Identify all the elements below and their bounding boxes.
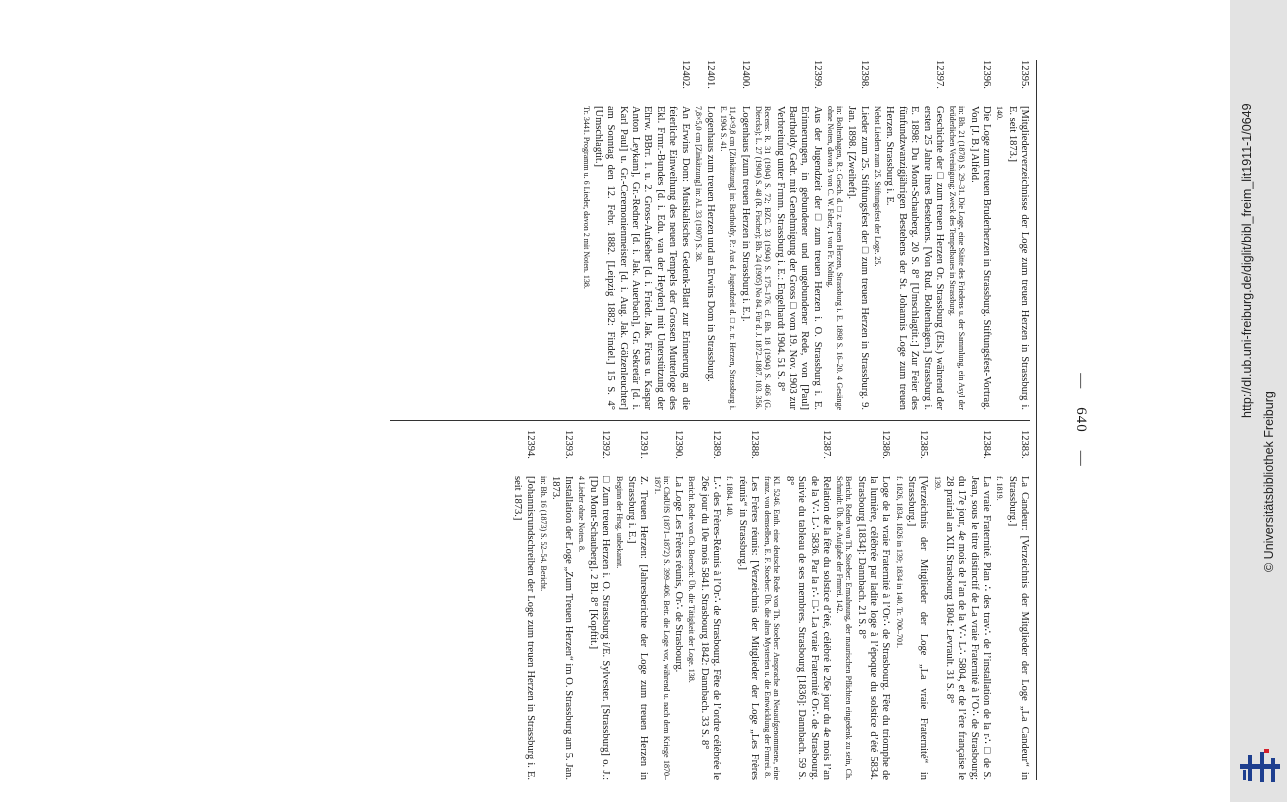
entry-body [719,106,751,410]
bibliography-entry [687,430,722,780]
entry-text: Lieder zum 25. Stiftungsfest der □ zum treuen Herzen in Strassburg. 9. Jan. 1898. [Zweiheft]. [846,106,870,410]
entry-text: La vraie Fraternité. Plan ∴ des trav∴ de l’installation de la r∴ □ de S. Jean, sous le titre distinctif de La vraie Fraternité à l’O∴ de Strasbourg; du 17e jour, 4e mois de l’an de la V∴ L∴ 5804, et de l’ère française le 28 prairial an XII. Strasbourg 1804: Levrault. 31 S. 8° [943,476,993,780]
entry-text: [Johannisrundschreiben der Loge zum treuen Herzen in Strassburg i. E. seit 1873.] [512,476,536,780]
entry-body [763,476,832,780]
bibliography-entry [873,60,945,410]
entry-number: 12398. [858,60,870,89]
page-header [1062,60,1100,780]
entry-body [539,476,574,780]
library-logo-icon [1238,746,1282,786]
entry-note: Beginn der Hrsg. unbekannt. [614,476,624,569]
header-dash-right: — [1073,450,1090,467]
entry-note: in: ChdUfS (1871–1872) S. 399–406. Betr. die Loge vor, während u. nach dem Kriege 1870–1871. [652,476,671,780]
bibliography-entry [948,60,992,410]
entry-text: La Candeur: [Verzeichnis der Mitglieder der Loge „La Candeur“ in Strassburg.] [1006,476,1030,780]
entry-text: Z. Treuen Herzen: [Jahresberichte der Loge zum treuen Herzen in Strassburg i. E.] [626,476,650,780]
entry-text: [Mitgliederverzeichnisse der Loge zum treuen Herzen in Strassburg i. E. seit 1873.] [1006,106,1030,410]
entry-text: An Erwins Dom: Musikalisches Gedenk-Blatt zur Erinnerung an die feierliche Einweihung des neuen Tempels der Grossen Mutterloge des Ekl. Frmr.-Bundes [d. i. Edu. van der Heyden] mit Unterstützung der Ehrw. BBrr. 1. u. 2. Gross-Aufseher [d. i. Friedr. Jak. Ficus u. Kaspar Anton Leykam], Gr.-Redner [d. i. Jak. Auerbach], Gr. Sekretär [d. i. Karl Paul] u. Gr.-Ceremonienmeister [d. i. Aug. Jak. Gölzenleuchter] am Sonntag den 12. Febr. 1882. [Leipzig 1882: Findel.] 15 S. 4° [Umschlagtit.] [592,106,691,410]
entry-number: 12397. [933,60,945,89]
entry-body [652,476,684,780]
bibliography-entry [577,430,612,780]
bibliography-entry [719,60,751,410]
entry-body [894,476,929,780]
entry-number: 12401. [705,60,717,89]
entry-note: 140. [995,106,1005,120]
entry-note: f. 1819. [995,476,1005,501]
bibliography-entry [932,430,992,780]
entry-note: f. 1826, 1834. 1826 in 139; 1834 in 140. Tr. 700–701. [894,476,904,649]
entry-number: 12393. [562,430,574,459]
entry-text: La Loge Les Frères réunis, Or∴ de Strasbourg. [673,476,685,673]
entry-body [511,476,536,780]
entry-text: Relation de la fête du solstice d’été, célébré le 26e jour du 4e mois l’an de la V∴ L∴ 5836. Par la r∴ □∴ La vraie Fraternité Or∴ de Strasbourg. Suivie du tableau de ses membres. Strasbourg [1836]: Dannbach. 59 S. 8° [783,476,832,780]
entry-note: 11,4×9,8 cm [Zinkätzung] in: Bartholdy, P.: Aus d. Jugendzeit d. □ z. tr. Herzen, Strassburg i. E. 1904 S. 41. [719,106,738,410]
entry-body [577,476,612,780]
bibliography-entry [835,430,892,780]
entry-text: L∴ des Frères-Réunis à l’Or∴ de Strasbourg. Fête de l’ordre célébrée le 26e jour du 10e mois 5841. Strasbourg 1842: Dannbach. 33 S. 8° [698,476,723,780]
entry-note: 7,8×5,0 cm [Zinkätzung] in: Al. 33 (1907) S. 38. [693,106,703,262]
bibliography-entry [995,60,1030,410]
entry-body [995,476,1030,780]
entry-note: Kl. 5246. Enth. eine deutsche Rede von Th. Stoeber: Ansprache an Neuaufgenommene, eine franz. von demselben, E. F. Stoeber: Üb. die alten Mysterien u. die Entwicklung der Frmrei. 8. [763,476,782,780]
entry-note: in: Bh. 16 (1873) S. 52–54. Bericht. [538,476,548,592]
entry-text: [Verzeichnis der Mitglieder der Loge „La vraie Fraternité“ in Strassburg.] [906,476,930,780]
entry-text: Aus der Jugendzeit der □ zum treuen Herzen i. O. Strassburg i. E. Erinnerungen, in gebundener und ungebundener Rede, von [Paul] Bartholdy. Gedr. mit Genehmigung der Gross □ vom 19. Nov. 1903 zur Verbreitung unter Frmm. Strassburg i. E.: Engelhardt 1904. 51 S. 8° [774,106,823,410]
bibliography-entry [511,430,536,780]
entry-number: 12388. [749,430,761,459]
entry-note: Recens: R. 31 (1904) S. 72; BZC. 33 (1904) S. 175–176. cf. Bh. 18 (1904) S. 466 (G. Diercks); L. 27 (1904) S. 48 (R. Fischer); Bh. 24 (1905) No 84. Für d. J. 1872–1887. 103. 356. [754,106,773,410]
entry-body [615,476,650,780]
entry-number: 12402. [679,60,691,89]
entry-body [948,106,992,410]
entry-body [995,106,1030,410]
bibliography-entry [581,60,690,410]
entry-number: 12400. [739,60,751,89]
entry-note: Tr. 3441. Programm u. 6 Lieder, davon 2 mit Noten. 138. [581,106,591,289]
entry-body [754,106,823,410]
page-number: 640 [1073,407,1090,433]
entry-body [694,106,717,410]
entry-number: 12387. [820,430,832,459]
entry-note: 139. [932,476,942,490]
entry-number: 12394. [524,430,536,459]
entry-body [873,106,945,410]
bibliography-entry [539,430,574,780]
entry-body [581,106,690,410]
entry-number: 12390. [673,430,685,459]
entry-body [835,476,892,780]
header-rule [1036,60,1037,780]
entry-note: Nebst Liedern zum 25. Stiftungsfest der Loge. 25. [873,106,883,267]
entry-number: 12385. [918,430,930,459]
entry-number: 12396. [981,60,993,89]
entry-note: in: Bh. 21 (1878) S. 29–31. Die Loge, eine Stätte des Friedens u. der Sammlung, ein Asyl der brüderlichen Vereinigung; Zweck des Tempelbaues in Strassburg. [948,106,967,410]
entry-note: in: Boltenhagen, R.: Gesch. d. □ z. treuen Herzen, Strassburg i. E. 1898 S. 16–20. 4 Gesänge ohne Noten, davon 3 von C. W. Faber, 1 von Fr. Nolting. [825,106,845,410]
entry-number: 12392. [600,430,612,459]
entry-number: 12383. [1019,430,1030,459]
entry-text: Die Loge zum treuen Bruderherzen in Strassburg. Stiftungsfest-Vortrag. Von [J. B.] Alfeld. [968,106,993,410]
rotated-page-content [150,60,1100,780]
entry-text: Logenhaus zum treuen Herzen und an Erwins Dom in Strassburg. [705,106,717,382]
bibliography-entry [826,60,870,410]
bibliography-entry [615,430,650,780]
bibliography-entry [995,430,1030,780]
entry-note: Bericht. Reden von Th. Stoeber: Ermahnung, der maurischen Pflichten eingedenk zu sein, Ch. Schmidt: Üb. die Aufgabe der Frmrei. 142. [835,476,854,780]
entry-note: Bericht. Rede von Ch. Boersch: Üb. die Tätigkeit der Loge. 138. [687,476,697,683]
entry-body [725,476,760,780]
entry-number: 12391. [638,430,650,459]
copyright-notice: © Universitätsbibliothek Freiburg [1262,391,1276,572]
column-right [578,60,1030,410]
entry-note: f. 1884. 140. [725,476,735,517]
bibliography-entry [894,430,929,780]
entry-text: Loge de la vraie Fraternité à l’Or∴ de Strasbourg. Fête du triomphe de la lumière, célébrée par ladite loge à l’époque du solstice d’été 5834. Strasbourg [1834]: Dannbach. 21 S. 8° [855,476,892,780]
bibliography-entry [652,430,684,780]
source-url[interactable]: http://dl.ub.uni-freiburg.de/diglit/bibl_freim_lit1911-1/0649 [1240,103,1254,418]
column-divider [390,420,1030,421]
bibliography-entry [725,430,760,780]
entry-text: □ Zum treuen Herzen i. O. Strassburg i/E. Sylvester. [Strassburg] o. J.: [Du Mont-Schauberg]. 2 Bl. 8° [Kopftit.] [588,476,612,780]
entry-text: Les Frères réunis: [Verzeichnis der Mitglieder der Loge „Les Frères réunis“ in Strassburg.] [736,476,761,780]
entry-body [826,106,870,410]
entry-number: 12386. [880,430,892,459]
entry-text: Installation der Loge „Zum Treuen Herzen“ im O. Strassburg am 5. Jan. 1873. [550,476,574,780]
column-left [508,430,1030,780]
entry-note: 4 Lieder ohne Noten. 8. [576,476,586,552]
entry-body [687,476,722,780]
header-dash-left: — [1073,373,1090,390]
entry-text: Geschichte der □ zum treuen Herzen Or. Strassburg (Els.) während der ersten 25 Jahre ihres Bestehens. [Von Rud. Boltenhagen.] Strassburg i. E. 1898: Du Mont-Schauberg. 20 S. 8° [Umschlagtit.:] Zur Feier des fünfundzwanzigjährigen Bestehens der St. Johannis Loge zum treuen Herzen. Strassburg i. E. [884,106,945,410]
entry-body [932,476,992,780]
bibliography-entry [763,430,832,780]
bibliography-entry [694,60,717,410]
entry-number: 12395. [1019,60,1030,89]
entry-number: 12389. [711,430,723,459]
entry-text: Logenhaus [zum treuen Herzen in Strassburg i. E.]. [739,106,751,322]
entry-number: 12384. [981,430,993,459]
bibliography-entry [754,60,823,410]
entry-number: 12399. [811,60,823,89]
